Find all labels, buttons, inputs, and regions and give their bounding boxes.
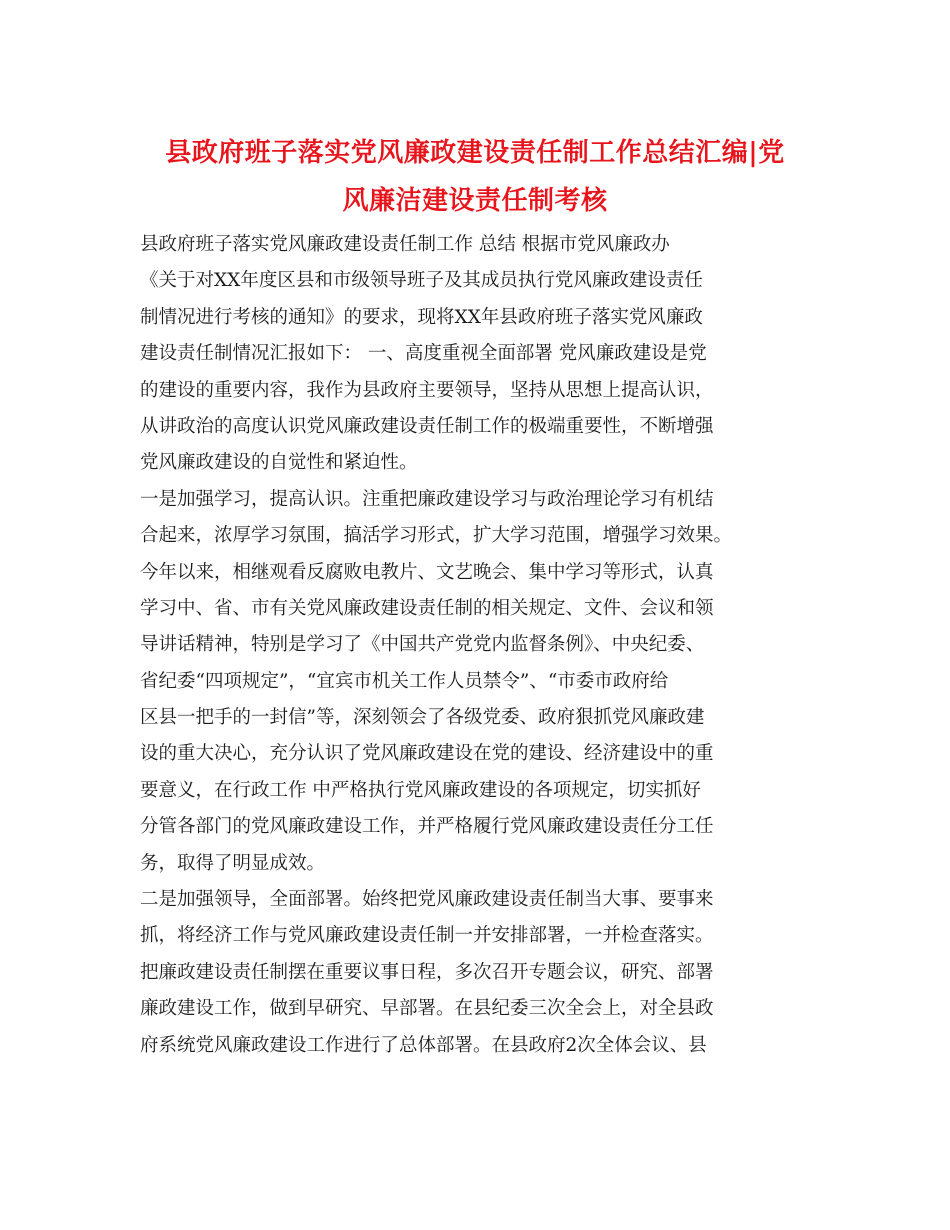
body-line: 建设责任制情况汇报如下： 一、高度重视全面部署 党风廉政建设是党 xyxy=(140,343,707,365)
body-line: 区县一把手的一封信”等，深刻领会了各级党委、政府狠抓党风廉政建 xyxy=(140,707,705,729)
body-line: 合起来，浓厚学习氛围，搞活学习形式，扩大学习范围，增强学习效果。 xyxy=(140,525,733,547)
body-line: 府系统党风廉政建设工作进行了总体部署。在县政府2次全体会议、县 xyxy=(140,1034,707,1056)
body-line: 要意义，在行政工作 中严格执行党风廉政建设的各项规定，切实抓好 xyxy=(140,779,701,801)
body-line: 设的重大决心，充分认识了党风廉政建设在党的建设、经济建设中的重 xyxy=(140,743,714,765)
body-line: 省纪委“四项规定”，“宜宾市机关工作人员禁令”、“市委市政府给 xyxy=(140,670,669,692)
body-line: 县政府班子落实党风廉政建设责任制工作 总结 根据市党风廉政办 xyxy=(140,234,670,255)
body-line: 廉政建设工作，做到早研究、早部署。在县纪委三次全会上，对全县政 xyxy=(140,998,714,1020)
body-line: 的建设的重要内容，我作为县政府主要领导，坚持从思想上提高认识， xyxy=(140,379,714,401)
document-body xyxy=(140,227,820,1064)
body-line: 把廉政建设责任制摆在重要议事日程，多次召开专题会议，研究、部署 xyxy=(140,961,714,983)
body-line: 《关于对XX年度区县和市级领导班子及其成员执行党风廉政建设责任 xyxy=(140,270,703,292)
body-line: 导讲话精神，特别是学习了《中国共产党党内监督条例》、中央纪委、 xyxy=(140,634,705,656)
document-title-line-2: 风廉洁建设责任制考核 xyxy=(342,186,608,216)
body-line: 党风廉政建设的自觉性和紧迫性。 xyxy=(140,452,418,474)
body-line: 今年以来，相继观看反腐败电教片、文艺晚会、集中学习等形式，认真 xyxy=(140,561,714,583)
body-line: 分管各部门的党风廉政建设工作，并严格履行党风廉政建设责任分工任 xyxy=(140,816,714,838)
body-line: 制情况进行考核的通知》的要求，现将XX年县政府班子落实党风廉政 xyxy=(140,306,703,328)
body-line: 一是加强学习，提高认识。注重把廉政建设学习与政治理论学习有机结 xyxy=(140,488,714,510)
body-line: 二是加强领导，全面部署。始终把党风廉政建设责任制当大事、要事来 xyxy=(140,889,714,911)
body-line: 学习中、省、市有关党风廉政建设责任制的相关规定、文件、会议和领 xyxy=(140,597,714,619)
body-line: 抓，将经济工作与党风廉政建设责任制一并安排部署，一并检查落实。 xyxy=(140,925,714,947)
document-title-line-1: 县政府班子落实党风廉政建设责任制工作总结汇编|党 xyxy=(165,138,785,168)
body-line: 务，取得了明显成效。 xyxy=(140,852,326,874)
body-line: 从讲政治的高度认识党风廉政建设责任制工作的极端重要性，不断增强 xyxy=(140,415,714,437)
